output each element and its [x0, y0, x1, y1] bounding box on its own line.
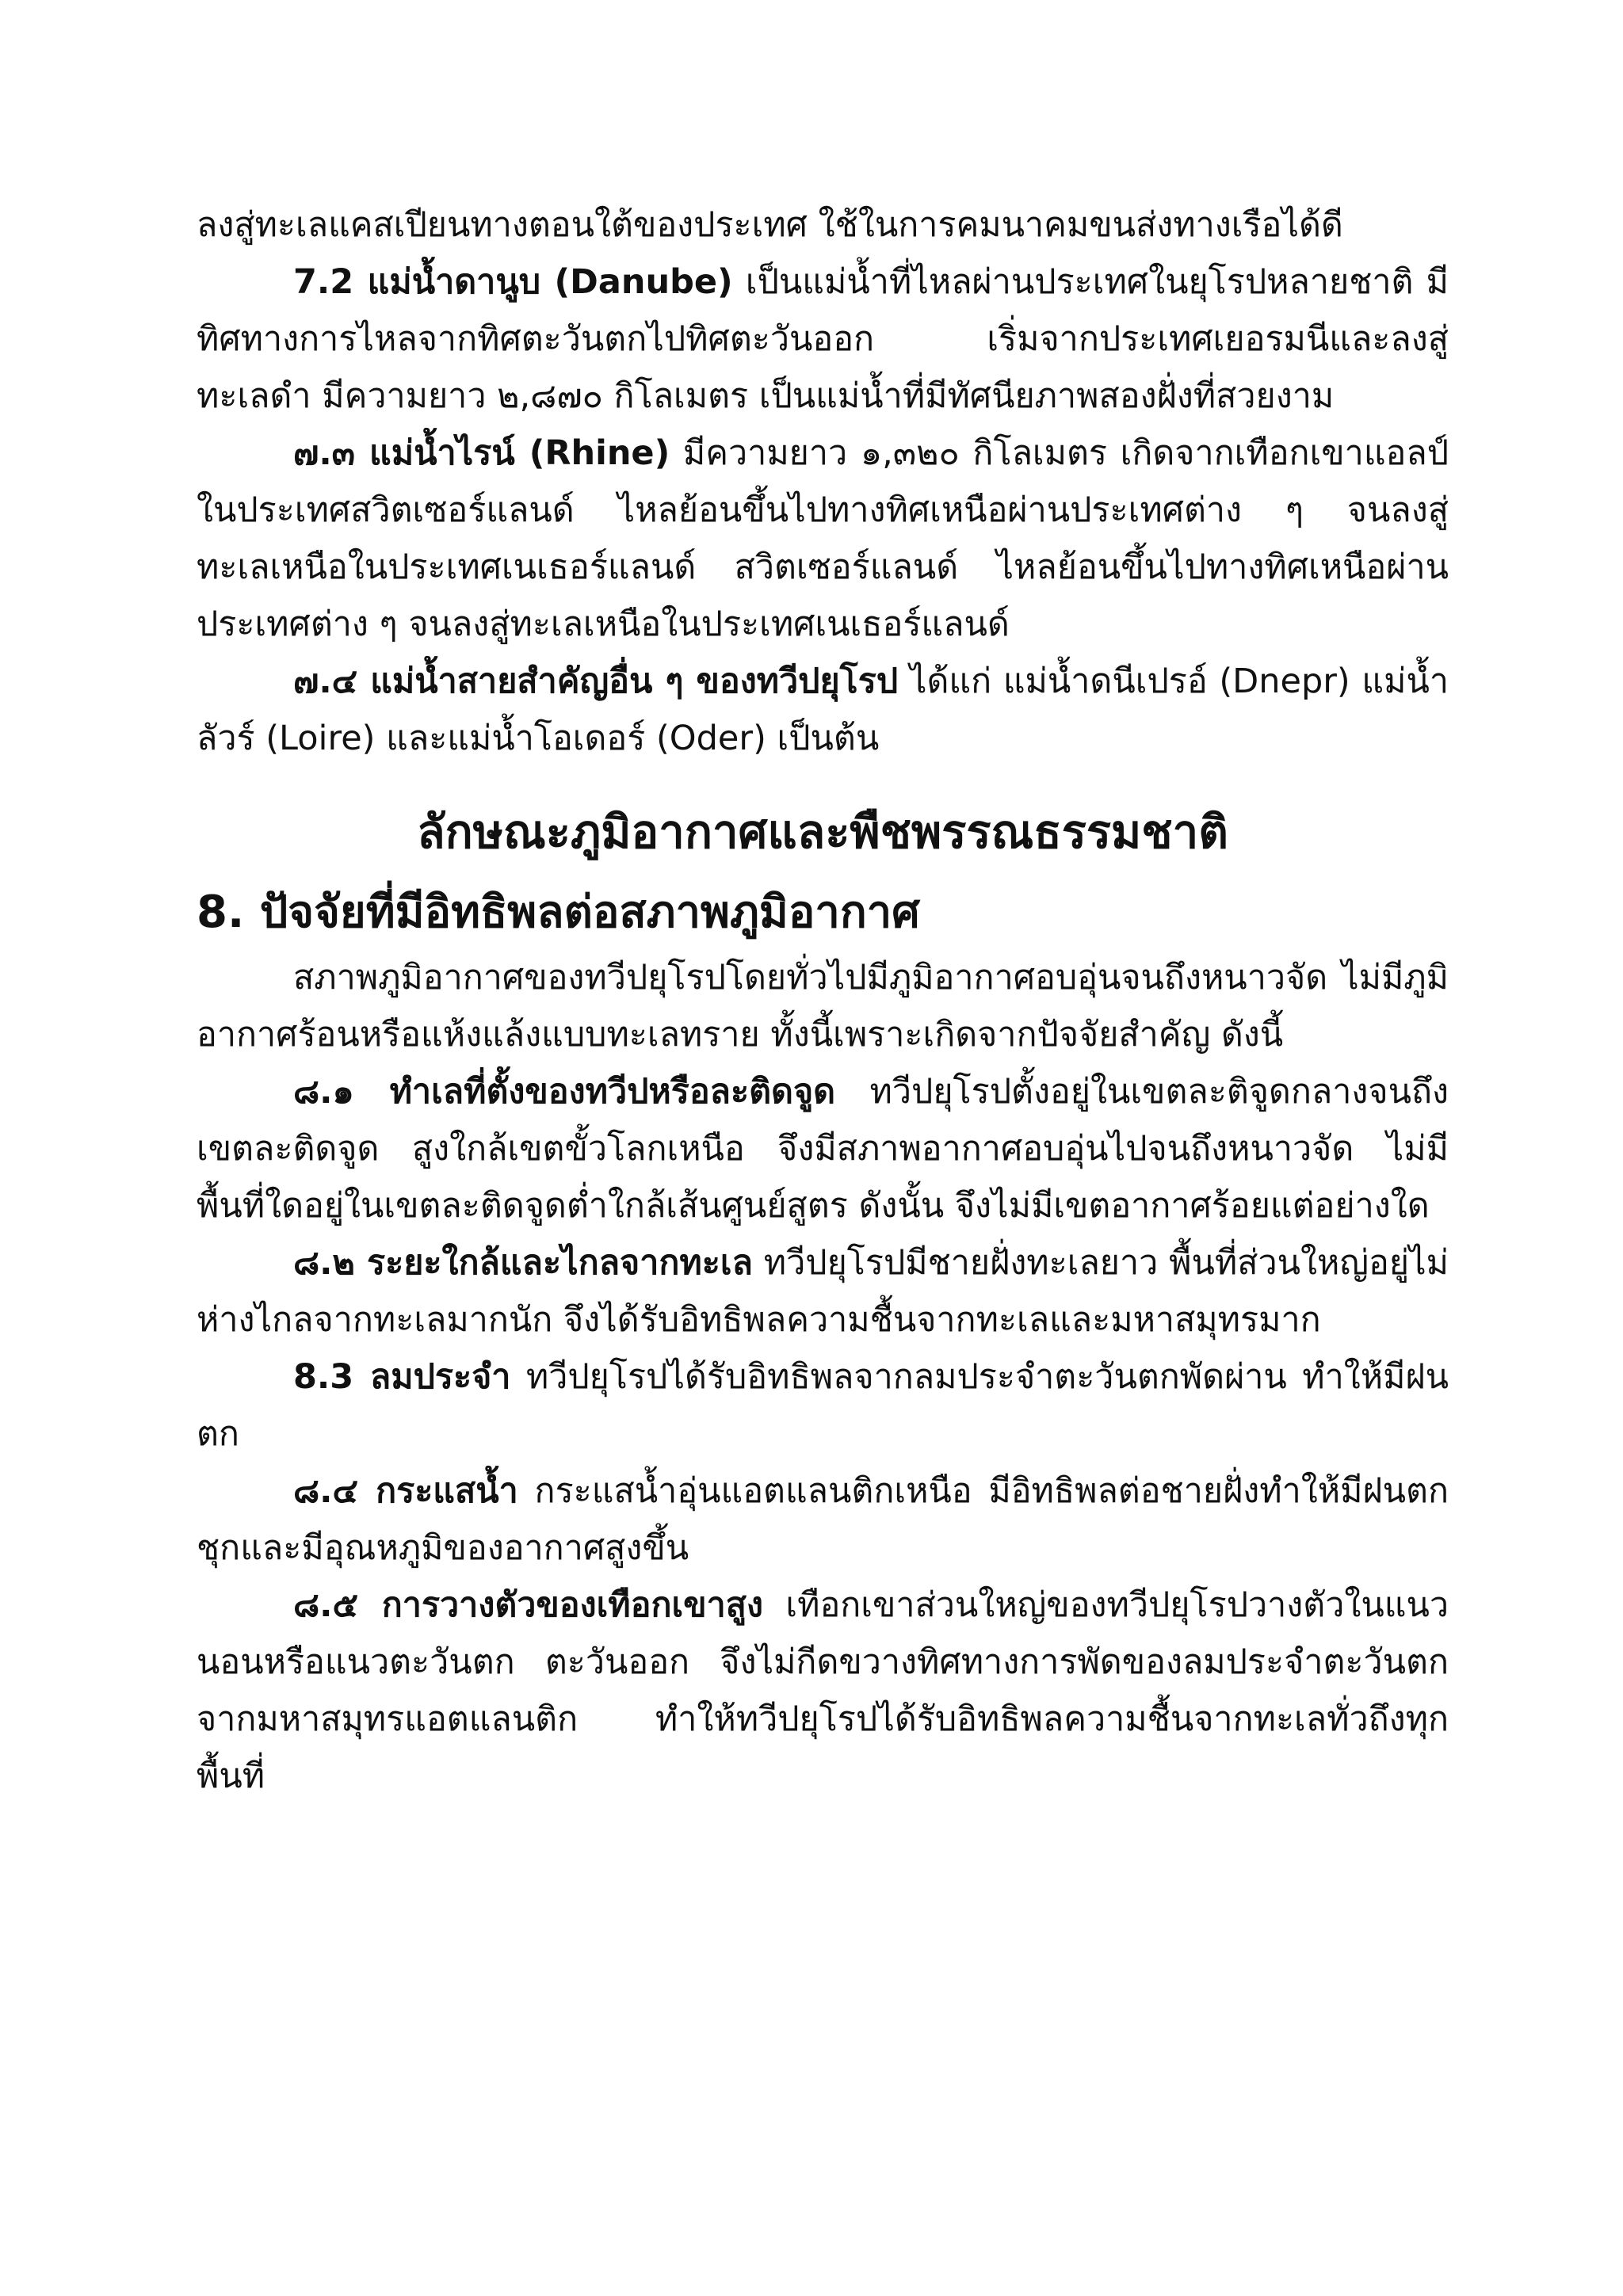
location-latitude-body: ทวีปยุโรปตั้งอยู่ในเขตละติจูดกลางจนถึงเขตละติดจูด สูงใกล้เขตขั้วโลกเหนือ จึงมีสภาพอากาศอบอุ่นไปจนถึงหนาวจัด ไม่มีพื้นที่ใดอยู่ในเขตละติดจูดต่ำใกล้เส้นศูนย์สูตร ดังนั้น จึงไม่มีเขตอากาศร้อยแต่อย่างใด: [197, 1072, 1449, 1226]
mountain-orientation-title: ๘.๕ การวางตัวของเทือกเขาสูง: [293, 1585, 763, 1625]
prevailing-wind-paragraph: [197, 1348, 1449, 1463]
other-rivers-body: ได้แก่ แม่น้ำดนีเปรอ์ (Dnepr) แม่น้ำลัวร์ (Loire) และแม่น้ำโอเดอร์ (Oder) เป็นต้น: [197, 662, 1449, 758]
subsection-heading: 8. ปัจจัยที่มีอิทธิพลต่อสภาพภูมิอากาศ: [197, 887, 920, 938]
rhine-title: ๗.๓ แม่น้ำไรน์ (Rhine): [293, 433, 670, 473]
prevailing-wind-body: ทวีปยุโรปได้รับอิทธิพลจากลมประจำตะวันตกพัดผ่าน ทำให้มีฝนตก: [197, 1357, 1449, 1454]
danube-paragraph: [197, 254, 1449, 425]
intro-continuation-paragraph: ลงสู่ทะเลแคสเปียนทางตอนใต้ของประเทศ ใช้ในการคมนาคมขนส่งทางเรือได้ดี: [197, 205, 1343, 245]
distance-from-sea-title: ๘.๒ ระยะใกล้และไกลจากทะเล: [293, 1243, 753, 1283]
mountain-orientation-paragraph: [197, 1577, 1449, 1805]
danube-body: เป็นแม่น้ำที่ไหลผ่านประเทศในยุโรปหลายชาติ มีทิศทางการไหลจากทิศตะวันตกไปทิศตะวันออก เริ่มจากประเทศเยอรมนีและลงสู่ทะเลดำ มีความยาว ๒,๘๗๐ กิโลเมตร เป็นแม่น้ำที่มีทัศนียภาพสองฝั่งที่สวยงาม: [197, 262, 1449, 416]
ocean-current-title: ๘.๔ กระแสน้ำ: [293, 1471, 518, 1511]
page-content: [197, 196, 1449, 1805]
ocean-current-body: กระแสน้ำอุ่นแอตแลนติกเหนือ มีอิทธิพลต่อชายฝั่งทำให้มีฝนตกชุกและมีอุณหภูมิของอากาศสูงขึ้น: [197, 1471, 1449, 1568]
other-rivers-title: ๗.๔ แม่น้ำสายสำคัญอื่น ๆ ของทวีปยุโรป: [293, 662, 899, 701]
mountain-orientation-body: เทือกเขาส่วนใหญ่ของทวีปยุโรปวางตัวในแนวนอนหรือแนวตะวันตก ตะวันออก จึงไม่กีดขวางทิศทางการพัดของลมประจำตะวันตกจากมหาสมุทรแอตแลนติก ทำให้ทวีปยุโรปได้รับอิทธิพลความชื้นจากทะเลทั่วถึงทุกพื้นที่: [197, 1585, 1449, 1796]
location-latitude-title: ๘.๑ ทำเลที่ตั้งของทวีปหรือละติดจูด: [293, 1072, 836, 1112]
distance-from-sea-body: ทวีปยุโรปมีชายฝั่งทะเลยาว พื้นที่ส่วนใหญ่อยู่ไม่ห่างไกลจากทะเลมากนัก จึงได้รับอิทธิพลความชื้นจากทะเลและมหาสมุทรมาก: [197, 1243, 1449, 1340]
distance-from-sea-paragraph: [197, 1234, 1449, 1348]
rhine-paragraph: [197, 425, 1449, 653]
rhine-body: มีความยาว ๑,๓๒๐ กิโลเมตร เกิดจากเทือกเขาแอลป์ในประเทศสวิตเซอร์แลนด์ ไหลย้อนขึ้นไปทางทิศเหนือผ่านประเทศต่าง ๆ จนลงสู่ทะเลเหนือในประเทศเนเธอร์แลนด์ สวิตเซอร์แลนด์ ไหลย้อนขึ้นไปทางทิศเหนือผ่านประเทศต่าง ๆ จนลงสู่ทะเลเหนือในประเทศเนเธอร์แลนด์: [197, 433, 1449, 644]
other-rivers-paragraph: [197, 653, 1449, 767]
location-latitude-paragraph: [197, 1063, 1449, 1234]
section-heading: ลักษณะภูมิอากาศและพืชพรรณธรรมชาติ: [417, 805, 1228, 859]
climate-intro-paragraph: สภาพภูมิอากาศของทวีปยุโรปโดยทั่วไปมีภูมิอากาศอบอุ่นจนถึงหนาวจัด ไม่มีภูมิอากาศร้อนหรือแห้งแล้งแบบทะเลทราย ทั้งนี้เพราะเกิดจากปัจจัยสำคัญ ดังนี้: [197, 958, 1449, 1055]
ocean-current-paragraph: [197, 1463, 1449, 1577]
danube-title: 7.2 แม่น้ำดานูบ (Danube): [293, 262, 733, 302]
prevailing-wind-title: 8.3 ลมประจำ: [293, 1357, 511, 1397]
